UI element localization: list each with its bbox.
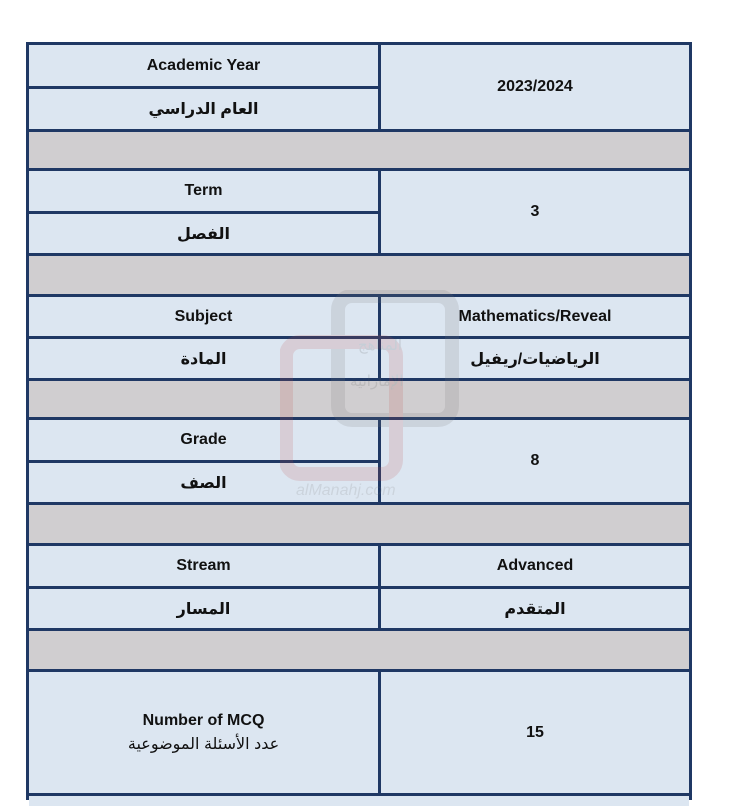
stream-value-ar: المتقدم bbox=[381, 589, 689, 628]
academic-year-label-ar: العام الدراسي bbox=[29, 89, 378, 129]
separator-row bbox=[29, 129, 689, 171]
divider bbox=[378, 420, 381, 502]
grade-label-en: Grade bbox=[29, 420, 378, 460]
divider bbox=[29, 336, 689, 339]
mcq-value: 15 bbox=[381, 672, 689, 793]
stream-label-en: Stream bbox=[29, 546, 378, 586]
academic-year-label-en: Academic Year bbox=[29, 45, 378, 86]
term-label-ar: الفصل bbox=[29, 214, 378, 253]
next-row-partial bbox=[29, 796, 689, 806]
divider bbox=[29, 211, 381, 214]
grade-label-ar: الصف bbox=[29, 463, 378, 502]
info-table bbox=[26, 42, 692, 800]
subject-label-en: Subject bbox=[29, 297, 378, 336]
stream-value-en: Advanced bbox=[381, 546, 689, 586]
mcq-label-ar: عدد الأسئلة الموضوعية bbox=[127, 735, 280, 753]
divider bbox=[29, 86, 381, 89]
divider bbox=[29, 460, 381, 463]
divider bbox=[378, 45, 381, 129]
academic-year-value: 2023/2024 bbox=[381, 45, 689, 129]
separator-row bbox=[29, 502, 689, 546]
stream-label-ar: المسار bbox=[29, 589, 378, 628]
divider bbox=[378, 672, 381, 793]
term-label-en: Term bbox=[29, 171, 378, 211]
divider bbox=[378, 546, 381, 628]
divider bbox=[29, 586, 689, 589]
separator-row bbox=[29, 628, 689, 672]
separator-row bbox=[29, 378, 689, 420]
subject-label-ar: المادة bbox=[29, 339, 378, 378]
grade-value: 8 bbox=[381, 420, 689, 502]
term-value: 3 bbox=[381, 171, 689, 253]
subject-value-ar: الرياضيات/ريفيل bbox=[381, 339, 689, 378]
subject-value-en: Mathematics/Reveal bbox=[381, 297, 689, 336]
mcq-label-en: Number of MCQ bbox=[142, 711, 265, 729]
mcq-label bbox=[29, 672, 378, 793]
divider bbox=[378, 297, 381, 378]
divider bbox=[378, 171, 381, 253]
separator-row bbox=[29, 253, 689, 297]
